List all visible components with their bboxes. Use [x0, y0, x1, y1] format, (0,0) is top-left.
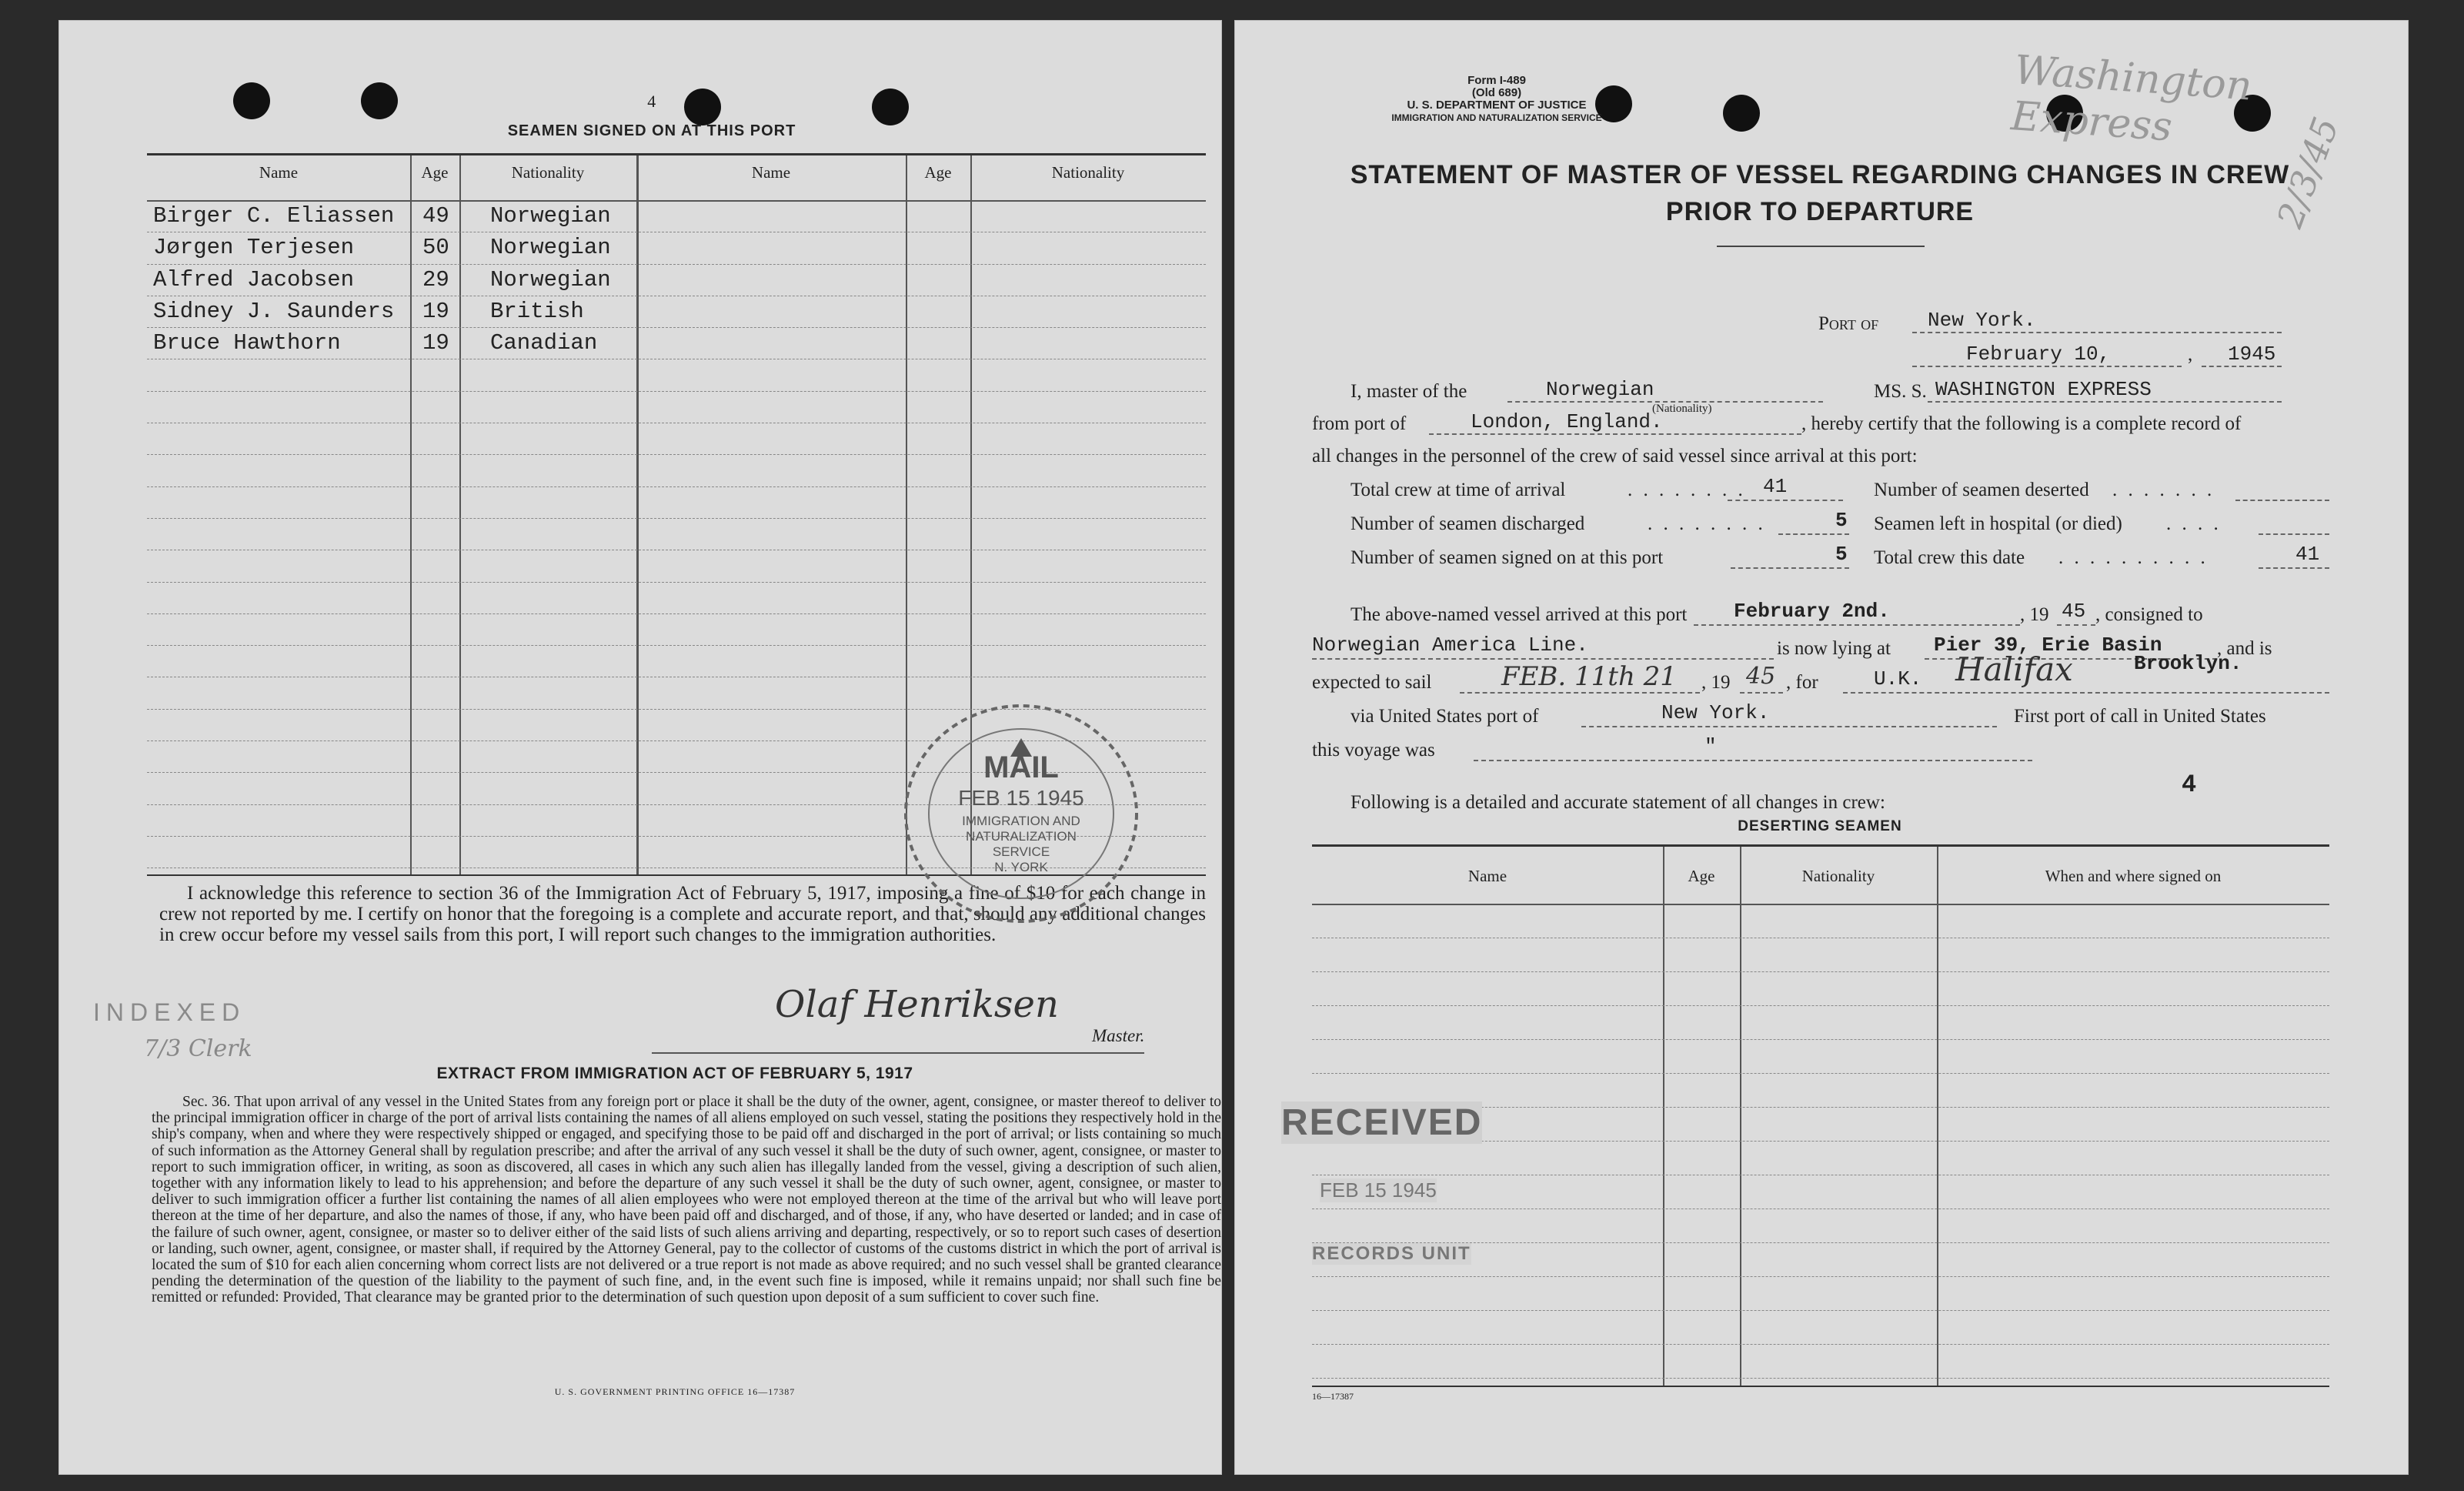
table-row	[1312, 904, 2329, 938]
service-name: IMMIGRATION AND NATURALIZATION SERVICE	[1391, 112, 1602, 123]
total-date-value: 41	[2295, 543, 2320, 566]
signed-on-label: Number of seamen signed on at this port	[1351, 547, 1664, 568]
voyage-label: this voyage was	[1312, 740, 1435, 761]
arrived-year: 45	[2062, 600, 2086, 623]
discharged-label: Number of seamen discharged	[1351, 513, 1585, 534]
destination: U.K.	[1874, 667, 1922, 690]
leader-dots: . . . .	[2166, 513, 2222, 534]
table-row	[147, 582, 1206, 614]
seaman-name: Bruce Hawthorn	[153, 330, 341, 356]
mail-stamp-date: FEB 15 1945	[958, 786, 1084, 810]
first-port-label: First port of call in United States	[2014, 706, 2266, 727]
received-date-stamp: FEB 15 1945	[1320, 1178, 1437, 1202]
vessel-prefix: MS. S.	[1874, 381, 1927, 402]
mail-stamp-line: NATURALIZATION	[966, 829, 1077, 844]
changes-count: 4	[2182, 771, 2197, 799]
expected-label: expected to sail	[1312, 672, 1432, 693]
seaman-nationality: Canadian	[490, 330, 598, 356]
arrived-label: The above-named vessel arrived at this port	[1351, 604, 1688, 625]
arrived-value: February 2nd.	[1734, 600, 1890, 623]
seaman-name: Birger C. Eliassen	[153, 203, 395, 229]
expected-year: 45	[1746, 663, 1776, 690]
form-number: Form I-489	[1467, 74, 1526, 87]
master-label: I, master of the	[1351, 381, 1467, 402]
table-row	[1312, 938, 2329, 972]
seaman-nationality: Norwegian	[490, 266, 611, 293]
seaman-name: Sidney J. Saunders	[153, 298, 395, 324]
seaman-age: 50	[422, 235, 449, 261]
lying-extra: Brooklyn.	[2134, 652, 2242, 675]
records-unit-stamp: RECORDS UNIT	[1312, 1243, 1471, 1264]
form-title-line2: PRIOR TO DEPARTURE	[1665, 197, 1975, 226]
seaman-age: 49	[422, 203, 449, 229]
right-footer: 16—17387	[1312, 1391, 1354, 1402]
total-arrival-value: 41	[1763, 475, 1788, 498]
indexed-note: 7/3 Clerk	[144, 1035, 252, 1062]
extract-text: Sec. 36. That upon arrival of any vessel in the United States from any foreign port or place it shall be the duty of the owner, agent, consignee, or master thereof to deliver to the principal immigration officer in charge of the port of arrival lists containing the names of all aliens employed on such vessel, stating the positions they respectively hold in the ship's company, when and where they were respectively shipped or engaged, and specifying those to be paid off and discharged in the port of arrival; or lists containing so much of such information as the Attorney General shall by regulation prescribe; and after the arrival of any such vessel it shall be the duty of such owner, agent, consignee, or master to report to such immigration officer, in writing, as soon as discovered, all cases in which any such alien has illegally landed from the vessel, giving a description of such alien, together with any information likely to lead to his apprehension; and before the departure of any such vessel it shall be the duty of such owner, agent, consignee, or master to deliver to such immigration officer a further list containing the names of all alien employees who were not employed thereon at the time of the arrival but who will leave port thereon at the time of her departure, and also the names of those, if any, who have been paid off and discharged, and of those, if any, who have deserted or landed; and in case of the failure of such owner, agent, consignee, or master so to deliver either of the said lists of such aliens arriving and departing, respectively, or so to report such cases of desertion or landing, such owner, agent, consignee, or master shall, if required by the Attorney General, pay to the collector of customs of the customs district in which the port of arrival is located the sum of $10 for each alien concerning whom correct lists are not delivered or a true report is not made as above required; and no such vessel shall be granted clearance pending the determination of the question of the liability to the payment of such fine, and, in the event such fine is imposed, while it remains unpaid; nor shall such fine be remitted or refunded: Provided, That clearance may be granted prior to the determination of such question upon deposit of a sum sufficient to cover such fine.	[152, 1094, 1221, 1306]
for-label: , for	[1786, 672, 1818, 693]
col-header-age: Age	[1688, 867, 1715, 885]
leader-dots: . . . . . . . .	[1648, 513, 1766, 534]
hospital-label: Seamen left in hospital (or died)	[1874, 513, 2122, 534]
leader-dots: . . . . . . . .	[1628, 480, 1746, 500]
col-header-age-2: Age	[924, 163, 952, 182]
consignee-value: Norwegian America Line.	[1312, 634, 1588, 657]
arrived-year-prefix: , 19	[2020, 604, 2049, 625]
extract-title: EXTRACT FROM IMMIGRATION ACT OF FEBRUARY 5, 1917	[436, 1065, 913, 1082]
table-row	[147, 200, 1206, 232]
seaman-age: 19	[422, 298, 449, 324]
port-value: New York.	[1928, 309, 2036, 332]
expected-year-prefix: , 19	[1701, 672, 1731, 693]
col-header-signed-on: When and where signed on	[2045, 867, 2222, 885]
table-row	[147, 454, 1206, 486]
deserting-heading: DESERTING SEAMEN	[1738, 818, 1902, 834]
handwritten-date-note: 2/3/45	[2269, 112, 2347, 233]
certify-text: , hereby certify that the following is a complete record of	[1801, 413, 2242, 434]
and-is-label: , and is	[2217, 638, 2272, 659]
via-value: New York.	[1661, 701, 1770, 724]
leader-dots: . . . . . . . . . .	[2058, 547, 2209, 568]
table-row	[147, 232, 1206, 264]
from-port-label: from port of	[1312, 413, 1407, 434]
table-row	[1312, 1310, 2329, 1345]
year-value: 1945	[2228, 343, 2276, 366]
discharged-value: 5	[1835, 509, 1848, 532]
master-nationality: Norwegian	[1546, 378, 1654, 401]
lying-label: is now lying at	[1777, 638, 1891, 659]
via-label: via United States port of	[1351, 706, 1539, 727]
total-date-label: Total crew this date	[1874, 547, 2025, 568]
table-row	[147, 486, 1206, 519]
mail-stamp-title: MAIL	[983, 751, 1059, 784]
destination-handwritten: Halifax	[1955, 650, 2073, 688]
table-row	[1312, 1175, 2329, 1209]
received-stamp: RECEIVED	[1281, 1102, 1483, 1143]
col-header-name: Name	[1467, 867, 1507, 885]
seaman-age: 29	[422, 266, 449, 293]
voyage-value: "	[1704, 735, 1717, 758]
table-row	[1312, 1344, 2329, 1379]
table-row	[1312, 1141, 2329, 1175]
seaman-nationality: British	[490, 298, 584, 324]
table-row	[1312, 1039, 2329, 1074]
master-signature: Olaf Henriksen	[775, 983, 1059, 1026]
nationality-caption: (Nationality)	[1652, 403, 1712, 415]
table-row	[147, 613, 1206, 646]
mail-stamp-line: SERVICE	[992, 844, 1050, 859]
table-row	[147, 359, 1206, 392]
table-row	[147, 423, 1206, 455]
table-row	[147, 327, 1206, 359]
mail-stamp-line: IMMIGRATION AND	[962, 814, 1080, 828]
table-row	[1312, 1209, 2329, 1243]
seaman-nationality: Norwegian	[490, 235, 611, 261]
master-label: Master.	[1092, 1026, 1145, 1045]
seaman-name: Alfred Jacobsen	[153, 266, 355, 293]
from-port-value: London, England.	[1471, 410, 1663, 433]
certify-text-2: all changes in the personnel of the crew of said vessel since arrival at this port:	[1312, 446, 1918, 466]
col-header-nationality: Nationality	[511, 163, 585, 182]
following-text: Following is a detailed and accurate statement of all changes in crew:	[1351, 792, 1885, 813]
table-row	[147, 391, 1206, 423]
total-arrival-label: Total crew at time of arrival	[1351, 480, 1566, 500]
department: U. S. DEPARTMENT OF JUSTICE	[1407, 99, 1587, 112]
lying-value: Pier 39, Erie Basin	[1934, 634, 2162, 657]
col-header-nationality-2: Nationality	[1051, 163, 1125, 182]
col-header-age: Age	[421, 163, 449, 182]
seaman-age: 19	[422, 330, 449, 356]
expected-value: FEB. 11th 21	[1501, 661, 1677, 692]
table-row	[147, 550, 1206, 582]
signed-on-heading: SEAMEN SIGNED ON AT THIS PORT	[507, 122, 796, 139]
leader-dots: . . . . . . .	[2112, 480, 2215, 500]
col-header-name: Name	[259, 163, 299, 182]
left-page	[58, 20, 1222, 1475]
table-row	[147, 518, 1206, 550]
right-page	[1234, 20, 2409, 1475]
indexed-stamp: INDEXED	[93, 998, 246, 1026]
signed-on-value: 5	[1835, 543, 1848, 566]
form-title-line1: STATEMENT OF MASTER OF VESSEL REGARDING CHANGES IN CREW	[1350, 160, 2290, 189]
table-row	[1312, 971, 2329, 1006]
form-old: (Old 689)	[1471, 86, 1522, 99]
date-comma: ,	[2188, 344, 2193, 365]
table-row	[147, 645, 1206, 677]
acknowledgement-text: I acknowledge this reference to section 36 of the Immigration Act of February 5, 1917, imposing a fine of $10 for each change in crew not reported by me. I certify on honor that the foregoing is a complete and accurate report, and that, should any additional changes in crew occur before my vessel sails from this port, I will report such changes to the immigration authorities.	[159, 883, 1206, 945]
handwritten-vessel-note: Washington Express	[2009, 47, 2254, 151]
consigned-label: , consigned to	[2095, 604, 2203, 625]
mail-stamp-line: N. YORK	[994, 860, 1048, 874]
page-number: 4	[647, 92, 656, 111]
date-value: February 10,	[1966, 343, 2111, 366]
seaman-name: Jørgen Terjesen	[153, 235, 355, 261]
table-row	[147, 296, 1206, 328]
left-footer: U. S. GOVERNMENT PRINTING OFFICE 16—17387	[554, 1386, 796, 1397]
port-label: Port of	[1818, 313, 1879, 334]
table-row	[1312, 1276, 2329, 1311]
col-header-name-2: Name	[751, 163, 791, 182]
deserted-label: Number of seamen deserted	[1874, 480, 2089, 500]
col-header-nationality: Nationality	[1801, 867, 1875, 885]
seaman-nationality: Norwegian	[490, 203, 611, 229]
table-row	[147, 264, 1206, 296]
table-row	[1312, 1005, 2329, 1040]
vessel-name: WASHINGTON EXPRESS	[1935, 378, 2152, 401]
